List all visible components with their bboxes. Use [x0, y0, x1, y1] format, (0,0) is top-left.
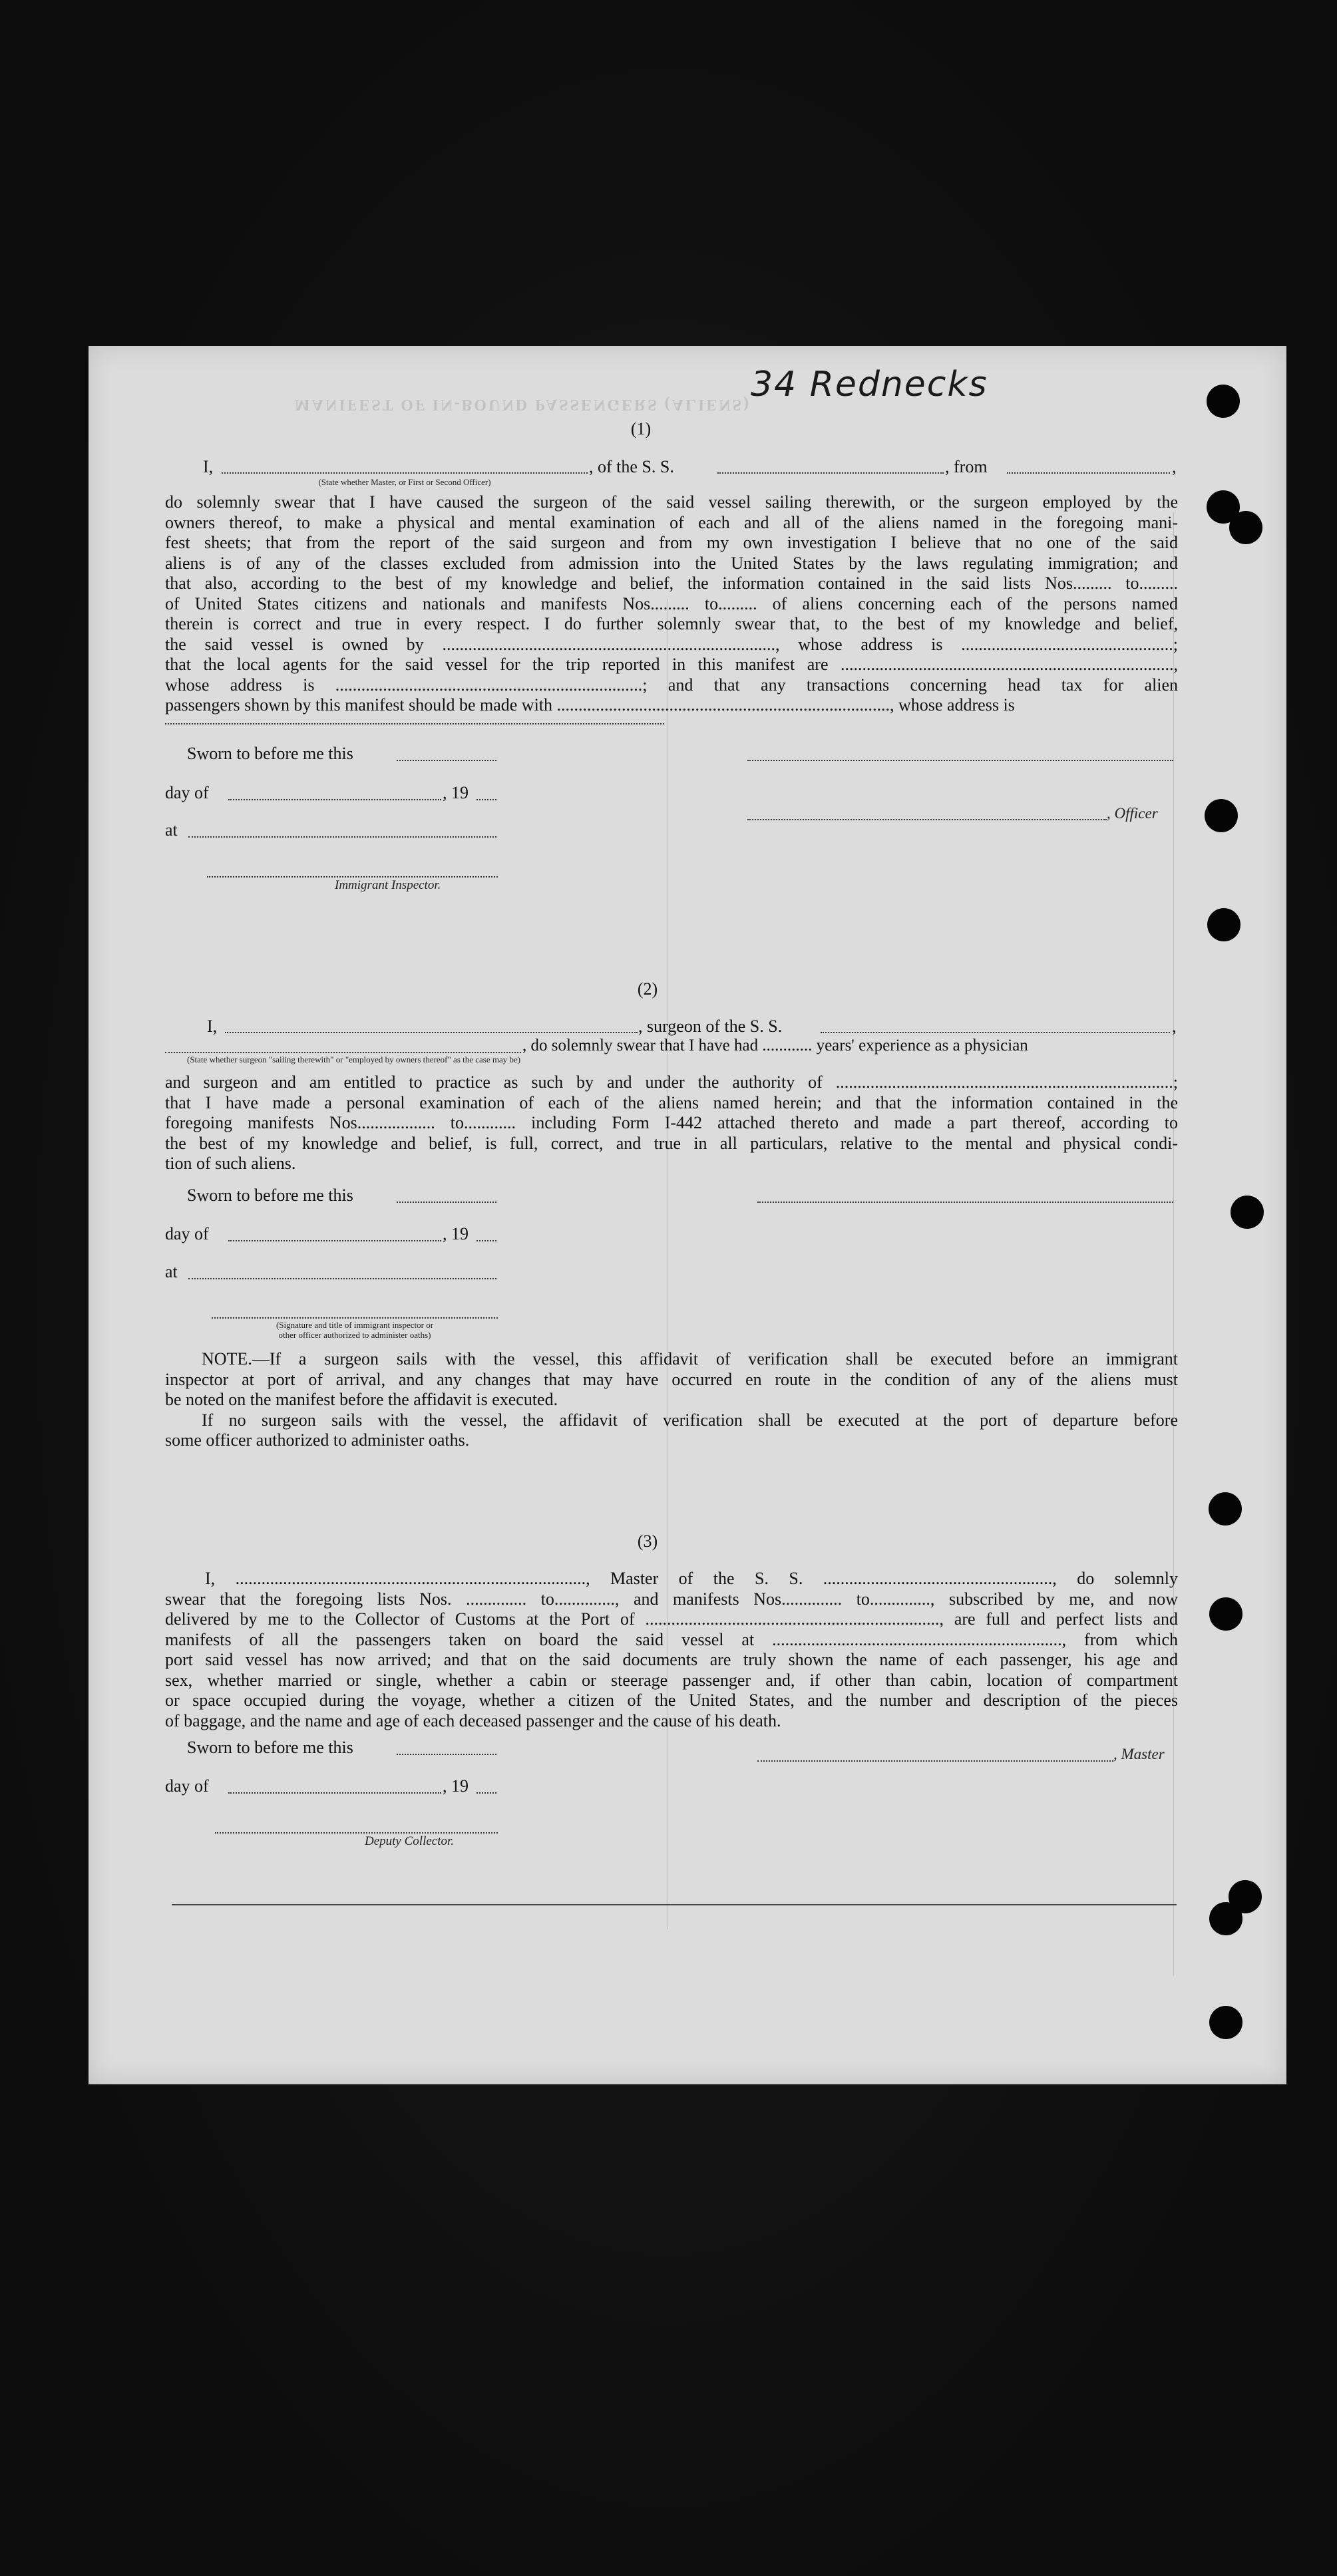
bleed-through-line	[1173, 512, 1174, 1976]
body-line: that also, according to the best of my knowledge and belief, the information contained in the said lists Nos......... to.........	[165, 573, 1178, 593]
binder-hole	[1229, 511, 1262, 544]
body-line: I, ................................................................................., Master of the S. S. ....................................................., do solemnly	[205, 1569, 1178, 1588]
inspector-signature-line[interactable]	[207, 876, 498, 878]
section-1-of-the-ss: , of the S. S.	[589, 457, 674, 476]
section-1-day-of: day of	[165, 783, 209, 802]
note-line: inspector at port of arrival, and any changes that may have occurred en route in the condition of any of the aliens must	[165, 1369, 1178, 1389]
surgeon-at-field[interactable]	[188, 1278, 496, 1279]
body-line: do solemnly swear that I have caused the surgeon of the said vessel sailing therewith, or the surgeon employed by the	[165, 492, 1178, 512]
surgeon-vessel-field[interactable]	[821, 1032, 1170, 1033]
section-3-body	[165, 1569, 1178, 1731]
surgeon-name-field[interactable]	[225, 1032, 638, 1033]
section-3-day-of: day of	[165, 1776, 209, 1796]
section-1-at: at	[165, 820, 178, 840]
authorized-officer-signature-line[interactable]	[212, 1317, 498, 1319]
section-3-number: (3)	[637, 1531, 658, 1551]
officer-signature-line-1[interactable]	[747, 760, 1173, 761]
body-line: delivered by me to the Collector of Customs at the Port of ...................................................................., are full and perfect lists and	[165, 1609, 1178, 1629]
section-2-body	[165, 1072, 1178, 1174]
section-2-note	[165, 1349, 1178, 1451]
section-1-from: , from	[945, 457, 988, 476]
body-line: aliens is of any of the classes excluded from admission into the United States by the laws regulating immigration; and	[165, 553, 1178, 573]
surgeon-day-of-field[interactable]	[228, 1240, 441, 1241]
binder-hole	[1207, 385, 1240, 418]
master-day-of-field[interactable]	[228, 1792, 441, 1794]
officer-label: , Officer	[1107, 805, 1158, 822]
signature-note-2: other officer authorized to administer oaths)	[278, 1330, 431, 1340]
body-line: and surgeon and am entitled to practice as such by and under the authority of ..............................................................................;	[165, 1072, 1178, 1092]
master-year-field[interactable]	[477, 1792, 496, 1794]
master-label: , Master	[1113, 1746, 1165, 1762]
body-line: therein is correct and true in every respect. I do further solemnly swear that, to the best of my knowledge and belief,	[165, 614, 1178, 633]
body-line: whose address is .......................................................................; and that any transactions concerning head tax for alien	[165, 675, 1178, 695]
section-1-body	[165, 492, 1178, 716]
section-1-i: I,	[203, 457, 214, 476]
section-2-solemnly: , do solemnly swear that I have had ............ years' experience as a physician	[522, 1037, 1028, 1054]
deputy-collector-signature-line[interactable]	[215, 1832, 498, 1834]
body-line: foregoing manifests Nos.................. to............ including Form I-442 attached thereto and made a part thereof, according to	[165, 1113, 1178, 1132]
body-line: the said vessel is owned by ............................................................................., whose address is .................................................;	[165, 634, 1178, 654]
note-line: NOTE.—If a surgeon sails with the vessel, this affidavit of verification shall be executed before an immigrant	[202, 1349, 1178, 1368]
section-1-trailing-comma: ,	[1172, 457, 1177, 476]
section-2-sworn: Sworn to before me this	[187, 1186, 353, 1205]
at-place-field[interactable]	[188, 836, 496, 838]
master-signature-line[interactable]	[757, 1760, 1113, 1762]
vessel-field[interactable]	[717, 472, 944, 474]
manifest-page	[89, 346, 1286, 2084]
note-line: be noted on the manifest before the affidavit is executed.	[165, 1390, 558, 1409]
surgeon-year-field[interactable]	[477, 1240, 496, 1241]
binder-hole	[1205, 799, 1238, 832]
sworn-day-field[interactable]	[397, 760, 496, 761]
section-2-i: I,	[207, 1017, 218, 1036]
address-continuation-field[interactable]	[165, 723, 664, 724]
binder-hole	[1209, 1492, 1242, 1526]
name-field[interactable]	[222, 472, 588, 474]
section-1-number: (1)	[630, 419, 652, 438]
binder-hole	[1209, 1597, 1242, 1631]
ghost-stamp: MANIFEST OF IN-BOUND PASSENGERS (ALIENS)	[295, 396, 751, 413]
section-2-at: at	[165, 1262, 178, 1281]
section-3-nineteen: , 19	[443, 1776, 469, 1796]
binder-hole	[1209, 2006, 1242, 2039]
body-line: of baggage, and the name and age of each deceased passenger and the cause of his death.	[165, 1710, 781, 1730]
surgeon-signature-line[interactable]	[757, 1202, 1173, 1203]
body-line: that the local agents for the said vessel for the trip reported in this manifest are .............................................................................,	[165, 655, 1178, 674]
bottom-rule	[172, 1904, 1177, 1905]
note-line: some officer authorized to administer oaths.	[165, 1430, 470, 1450]
master-sworn-day-field[interactable]	[397, 1754, 496, 1755]
body-line: owners thereof, to make a physical and mental examination of each and all of the aliens named in the foregoing mani-	[165, 512, 1178, 532]
body-line: or space occupied during the voyage, whether a citizen of the United States, and the number and description of the pieces	[165, 1690, 1178, 1710]
section-2-trailing-comma: ,	[1172, 1017, 1177, 1036]
handwritten-note: 34 Rednecks	[751, 365, 988, 404]
section-1-sworn: Sworn to before me this	[187, 744, 353, 763]
surgeon-sworn-day-field[interactable]	[397, 1202, 496, 1203]
section-1-state-note: (State whether Master, or First or Second Officer)	[318, 477, 491, 487]
body-line: manifests of all the passengers taken on board the said vessel at ..................................................................., from which	[165, 1629, 1178, 1649]
surgeon-status-field[interactable]	[165, 1052, 521, 1053]
section-2-nineteen: , 19	[443, 1224, 469, 1243]
binder-hole	[1207, 908, 1241, 941]
section-2-state-note: (State whether surgeon "sailing therewith" or "employed by owners thereof" as the case may be)	[187, 1054, 521, 1064]
body-line: the best of my knowledge and belief, is full, correct, and true in all particulars, relative to the mental and physical condi-	[165, 1133, 1178, 1153]
deputy-collector-label: Deputy Collector.	[365, 1834, 455, 1848]
from-field[interactable]	[1007, 472, 1170, 474]
immigrant-inspector-label: Immigrant Inspector.	[335, 878, 441, 892]
year-field[interactable]	[477, 799, 496, 800]
body-line: that I have made a personal examination of each of the aliens named herein; and that the information contained in the	[165, 1092, 1178, 1112]
body-line: swear that the foregoing lists Nos. .............. to.............., and manifests Nos.............. to.............., subscribed by me, and now	[165, 1589, 1178, 1609]
section-3-sworn: Sworn to before me this	[187, 1738, 353, 1757]
binder-hole	[1231, 1196, 1264, 1229]
body-line: fest sheets; that from the report of the said surgeon and from my own investigation I believe that no one of the said	[165, 533, 1178, 552]
section-1-nineteen: , 19	[443, 783, 469, 802]
day-of-field[interactable]	[228, 799, 441, 800]
section-2-surgeon-of: , surgeon of the S. S.	[638, 1017, 783, 1036]
body-line: sex, whether married or single, whether a cabin or steerage passenger and, if other than cabin, location of compartment	[165, 1670, 1178, 1690]
signature-note-1: (Signature and title of immigrant inspector or	[276, 1320, 434, 1330]
note-line: If no surgeon sails with the vessel, the affidavit of verification shall be executed at the port of departure before	[202, 1410, 1178, 1430]
section-2-day-of: day of	[165, 1224, 209, 1243]
body-line: passengers shown by this manifest should be made with ............................................................................., whose address is	[165, 695, 1015, 715]
binder-hole	[1209, 1902, 1242, 1935]
body-line: of United States citizens and nationals and manifests Nos......... to......... of aliens concerning each of the persons named	[165, 593, 1178, 613]
section-2-number: (2)	[637, 979, 658, 999]
officer-signature-line-2[interactable]	[747, 819, 1107, 820]
body-line: port said vessel has now arrived; and that on the said documents are truly shown the name of each passenger, his age and	[165, 1650, 1178, 1669]
body-line: tion of such aliens.	[165, 1154, 296, 1173]
